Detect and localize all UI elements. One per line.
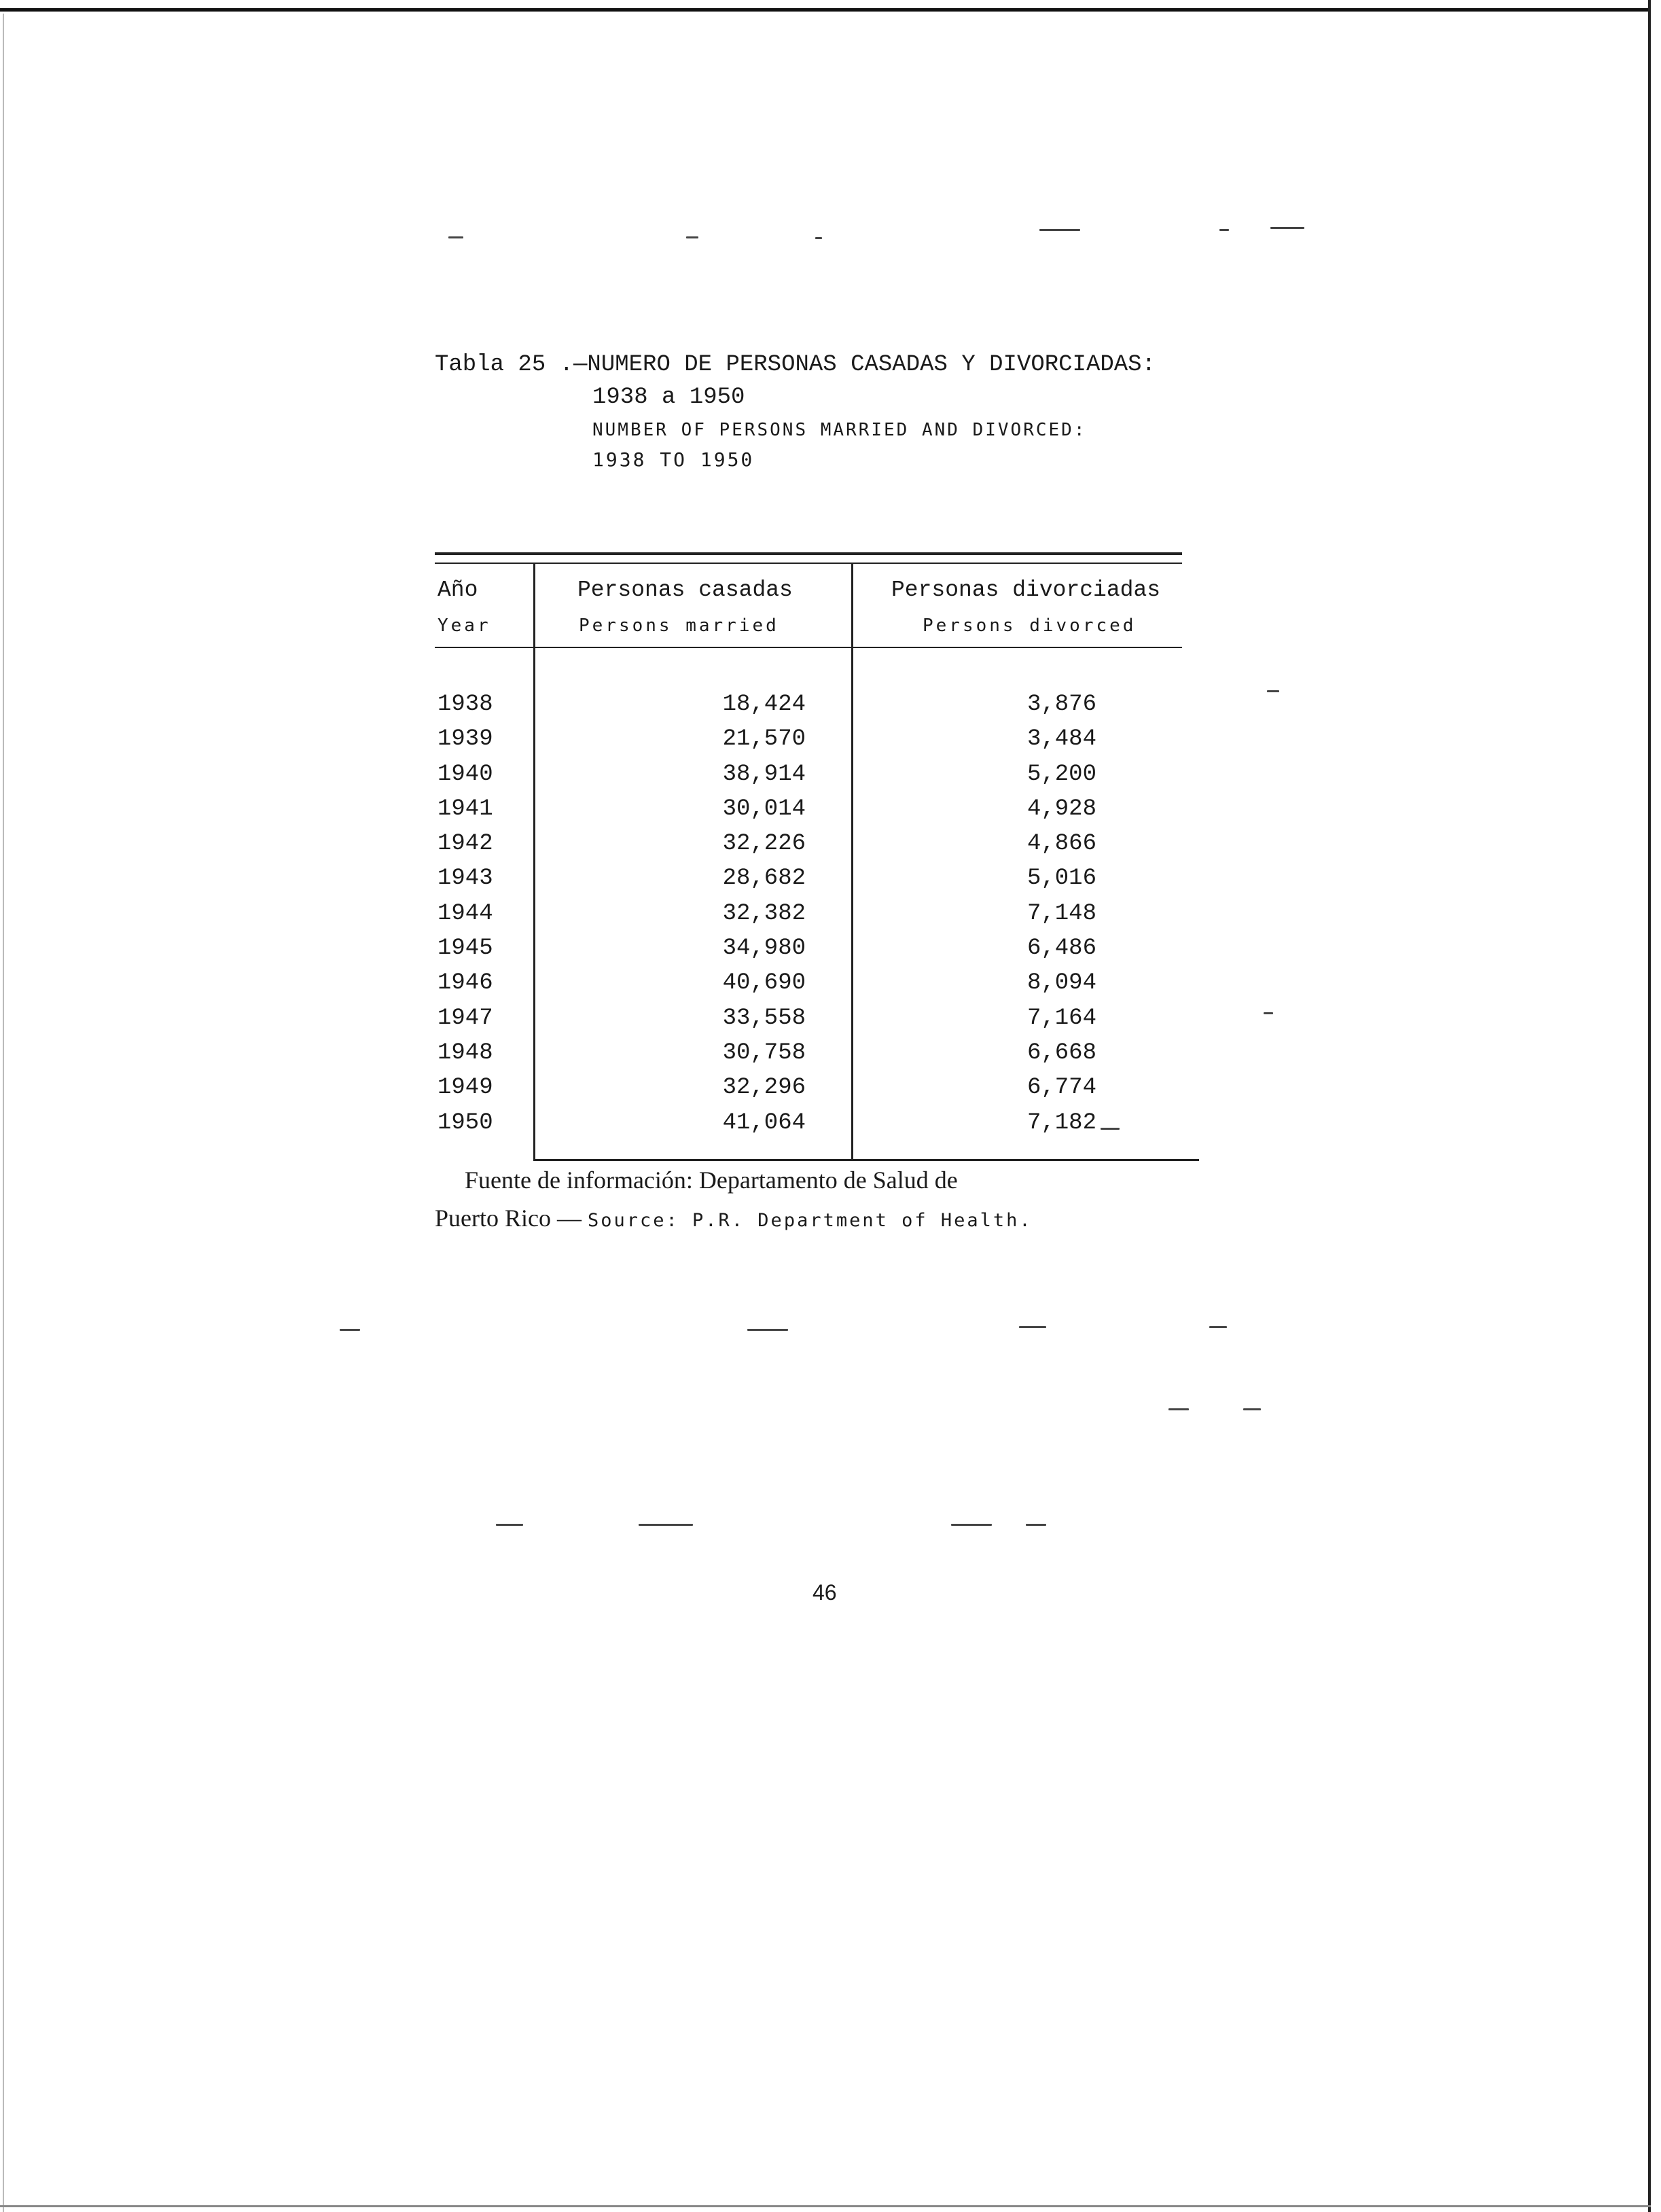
title-spanish: Tabla 25 .—NUMERO DE PERSONAS CASADAS Y DIVORCIADAS: bbox=[435, 352, 1156, 378]
divorced-cell: 7,182 bbox=[1026, 1109, 1096, 1136]
divorced-cell: 6,668 bbox=[1026, 1039, 1096, 1066]
header-year-es: Año bbox=[437, 577, 478, 603]
year-cell: 1938 bbox=[437, 692, 493, 717]
year-cell: 1946 bbox=[437, 970, 493, 997]
title-range-english: 1938 TO 1950 bbox=[592, 448, 755, 471]
scan-speck bbox=[1019, 1326, 1046, 1328]
table-row bbox=[435, 726, 1209, 761]
table-row bbox=[435, 692, 1209, 726]
married-cell: 33,558 bbox=[722, 1005, 806, 1031]
table-row bbox=[435, 901, 1209, 935]
married-cell: 32,296 bbox=[722, 1075, 806, 1101]
page-edge-left bbox=[3, 14, 4, 2212]
table-body bbox=[435, 692, 1209, 1145]
year-cell: 1939 bbox=[437, 726, 493, 753]
year-cell: 1945 bbox=[437, 935, 493, 962]
divorced-cell: 7,164 bbox=[1026, 1005, 1096, 1031]
scan-speck bbox=[1270, 227, 1304, 229]
table-title bbox=[435, 352, 1223, 471]
scan-speck bbox=[951, 1524, 992, 1526]
table-row bbox=[435, 1005, 1209, 1040]
year-cell: 1944 bbox=[437, 900, 493, 927]
divorced-cell: 3,484 bbox=[1026, 726, 1096, 753]
divorced-cell: 6,486 bbox=[1026, 935, 1096, 962]
table-row bbox=[435, 866, 1209, 900]
table-top-rule-thin bbox=[435, 563, 1182, 564]
divorced-cell: 4,866 bbox=[1026, 831, 1096, 857]
year-cell: 1943 bbox=[437, 866, 493, 892]
table-row bbox=[435, 935, 1209, 970]
married-cell: 21,570 bbox=[722, 726, 806, 753]
scan-speck bbox=[1168, 1408, 1189, 1410]
scan-speck bbox=[1267, 690, 1279, 692]
table-row bbox=[435, 1110, 1209, 1145]
scan-speck bbox=[1209, 1326, 1227, 1328]
divorced-cell: 8,094 bbox=[1026, 970, 1096, 997]
divorced-cell: 4,928 bbox=[1026, 796, 1096, 822]
married-cell: 32,382 bbox=[722, 900, 806, 927]
divorced-cell: 7,148 bbox=[1026, 900, 1096, 927]
table-row bbox=[435, 796, 1209, 831]
scan-speck bbox=[1219, 229, 1229, 231]
header-married-en: Persons married bbox=[579, 616, 779, 636]
table-row bbox=[435, 970, 1209, 1005]
page-edge-right bbox=[1648, 0, 1651, 2212]
scan-speck bbox=[815, 237, 822, 239]
year-cell: 1947 bbox=[437, 1005, 493, 1031]
header-married-es: Personas casadas bbox=[577, 577, 793, 603]
source-location: Puerto Rico — bbox=[435, 1205, 588, 1232]
source-note bbox=[435, 1166, 1223, 1232]
table-header-rule bbox=[435, 647, 1182, 648]
scan-speck bbox=[1039, 229, 1080, 231]
page-edge-bottom bbox=[0, 2205, 1651, 2207]
table-bottom-rule bbox=[533, 1159, 1199, 1161]
divorced-cell: 5,016 bbox=[1026, 866, 1096, 892]
table-row bbox=[435, 1075, 1209, 1109]
year-cell: 1949 bbox=[437, 1075, 493, 1101]
married-cell: 38,914 bbox=[722, 761, 806, 787]
year-cell: 1948 bbox=[437, 1039, 493, 1066]
scan-speck bbox=[686, 236, 698, 238]
scan-speck bbox=[1243, 1408, 1261, 1410]
source-english: Source: P.R. Department of Health. bbox=[587, 1210, 1033, 1231]
married-cell: 30,014 bbox=[722, 796, 806, 822]
source-line-mixed bbox=[435, 1204, 1223, 1232]
year-cell: 1950 bbox=[437, 1109, 493, 1136]
scan-speck bbox=[496, 1524, 523, 1526]
table-row bbox=[435, 831, 1209, 866]
married-cell: 30,758 bbox=[722, 1039, 806, 1066]
header-divorced-es: Personas divorciadas bbox=[891, 577, 1161, 603]
title-range-spanish: 1938 a 1950 bbox=[592, 385, 745, 410]
married-cell: 34,980 bbox=[722, 935, 806, 962]
page-number: 46 bbox=[812, 1580, 837, 1605]
header-year-en: Year bbox=[437, 616, 491, 636]
married-cell: 40,690 bbox=[722, 970, 806, 997]
scan-speck bbox=[1264, 1012, 1273, 1014]
divorced-cell: 6,774 bbox=[1026, 1075, 1096, 1101]
title-english: NUMBER OF PERSONS MARRIED AND DIVORCED: bbox=[592, 420, 1087, 440]
year-cell: 1942 bbox=[437, 831, 493, 857]
table-row bbox=[435, 762, 1209, 796]
source-line-spanish: Fuente de información: Departamento de Salud de bbox=[465, 1166, 958, 1194]
scan-speck bbox=[639, 1524, 693, 1526]
scan-speck bbox=[340, 1329, 360, 1331]
divorced-cell: 5,200 bbox=[1026, 761, 1096, 787]
scan-speck bbox=[1026, 1524, 1046, 1526]
divorced-cell: 3,876 bbox=[1026, 692, 1096, 717]
married-cell: 32,226 bbox=[722, 831, 806, 857]
year-cell: 1941 bbox=[437, 796, 493, 822]
header-divorced-en: Persons divorced bbox=[923, 616, 1137, 636]
page-edge-top bbox=[0, 8, 1651, 12]
year-cell: 1940 bbox=[437, 761, 493, 787]
scan-speck bbox=[448, 236, 463, 238]
married-cell: 28,682 bbox=[722, 866, 806, 892]
table-top-rule bbox=[435, 552, 1182, 555]
scan-speck bbox=[747, 1329, 788, 1331]
table-row bbox=[435, 1040, 1209, 1075]
married-cell: 18,424 bbox=[722, 692, 806, 717]
married-cell: 41,064 bbox=[722, 1109, 806, 1136]
